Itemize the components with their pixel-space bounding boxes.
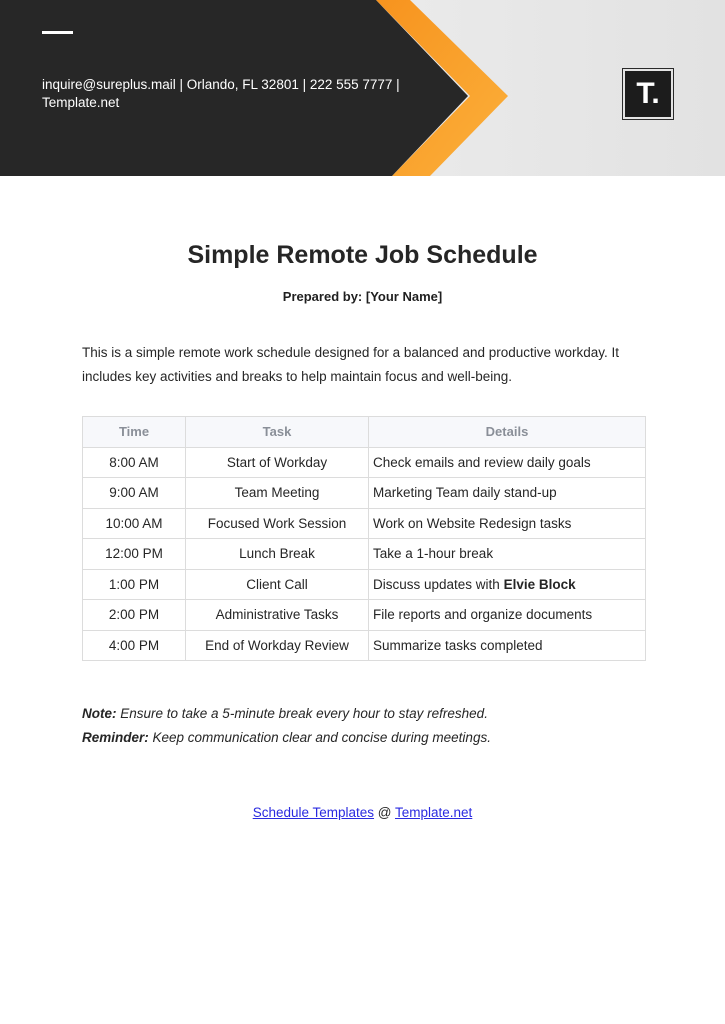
cell-time: 2:00 PM xyxy=(83,600,186,631)
cell-time: 10:00 AM xyxy=(83,508,186,539)
reminder-label: Reminder: xyxy=(82,730,149,745)
template-net-link[interactable]: Template.net xyxy=(395,805,473,820)
cell-time: 1:00 PM xyxy=(83,569,186,600)
table-row xyxy=(83,630,646,661)
logo-letter: T. xyxy=(625,71,671,117)
schedule-table xyxy=(82,416,646,661)
cell-task: Team Meeting xyxy=(186,478,369,509)
cell-details: File reports and organize documents xyxy=(369,600,646,631)
table-header-row xyxy=(83,417,646,448)
header-time: Time xyxy=(83,417,186,448)
footer-separator: @ xyxy=(374,805,395,820)
cell-task: Lunch Break xyxy=(186,539,369,570)
note-label: Note: xyxy=(82,706,117,721)
cell-details: Check emails and review daily goals xyxy=(369,447,646,478)
table-row xyxy=(83,600,646,631)
table-row xyxy=(83,508,646,539)
cell-task: Administrative Tasks xyxy=(186,600,369,631)
reminder-text: Keep communication clear and concise during meetings. xyxy=(148,730,491,745)
header-details: Details xyxy=(369,417,646,448)
header-banner xyxy=(0,0,725,176)
schedule-templates-link[interactable]: Schedule Templates xyxy=(252,805,375,820)
cell-time: 9:00 AM xyxy=(83,478,186,509)
footer xyxy=(0,805,725,820)
cell-time: 4:00 PM xyxy=(83,630,186,661)
table-row xyxy=(83,569,646,600)
cell-details: Summarize tasks completed xyxy=(369,630,646,661)
prepared-by: Prepared by: [Your Name] xyxy=(282,289,443,304)
note-line xyxy=(82,702,682,726)
cell-task: End of Workday Review xyxy=(186,630,369,661)
cell-details xyxy=(369,569,646,600)
cell-task: Start of Workday xyxy=(186,447,369,478)
cell-time: 12:00 PM xyxy=(83,539,186,570)
page-title: Simple Remote Job Schedule xyxy=(187,241,538,269)
intro-paragraph: This is a simple remote work schedule designed for a balanced and productive workday. It includes key activities and breaks to help maintain focus and well-being. xyxy=(82,345,620,384)
header-task: Task xyxy=(186,417,369,448)
notes-section xyxy=(82,702,682,750)
template-logo xyxy=(622,68,674,120)
header-dash xyxy=(42,31,73,34)
cell-details: Work on Website Redesign tasks xyxy=(369,508,646,539)
table-row xyxy=(83,447,646,478)
table-row xyxy=(83,478,646,509)
table-row xyxy=(83,539,646,570)
cell-details: Take a 1-hour break xyxy=(369,539,646,570)
cell-time: 8:00 AM xyxy=(83,447,186,478)
note-text: Ensure to take a 5-minute break every hour to stay refreshed. xyxy=(116,706,488,721)
cell-details: Marketing Team daily stand-up xyxy=(369,478,646,509)
client-name: Elvie Block xyxy=(503,576,576,592)
cell-task: Focused Work Session xyxy=(186,508,369,539)
cell-task: Client Call xyxy=(186,569,369,600)
reminder-line xyxy=(82,726,682,750)
details-text: Discuss updates with xyxy=(373,576,504,592)
contact-info: inquire@sureplus.mail | Orlando, FL 32801 | 222 555 7777 | Template.net xyxy=(42,77,400,110)
